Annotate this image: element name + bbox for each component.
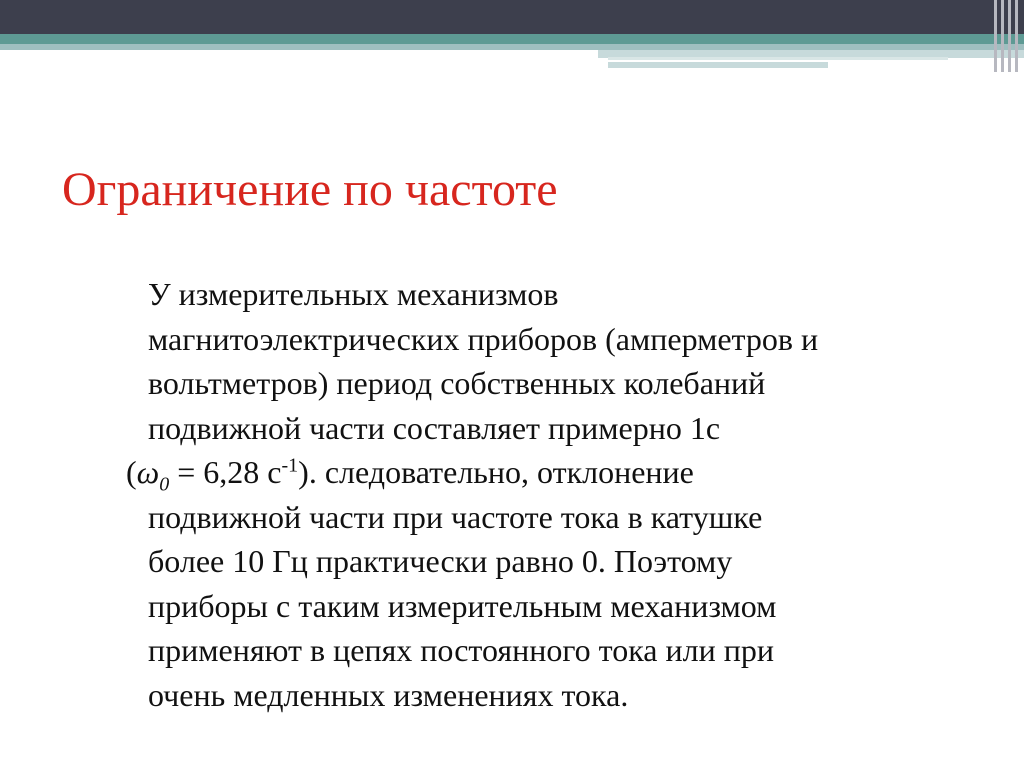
header-bar-teal [0, 34, 1024, 44]
formula-superscript: -1 [281, 454, 299, 477]
text-line: подвижной части при частоте тока в катушке [148, 498, 763, 535]
text-line: очень медленных изменениях тока. [148, 676, 629, 713]
text-line: У измерительных механизмов [148, 276, 559, 312]
text-line: приборы с таким измерительным механизмом [148, 587, 777, 624]
text-line: подвижной части составляет примерно 1с [148, 409, 721, 446]
header-stripe [1008, 0, 1011, 72]
slide-body-text [0, 272, 1000, 717]
text-line: вольтметров) период собственных колебаний [148, 365, 766, 401]
header-bar-dark [0, 0, 1024, 34]
formula-line [0, 450, 1000, 495]
header-accent-bar-small [608, 62, 828, 68]
header-stripe [1001, 0, 1004, 72]
text-line: магнитоэлектрических приборов (амперметров и [148, 320, 819, 357]
header-stripe [1015, 0, 1018, 72]
header-accent-line [608, 57, 948, 60]
formula-value: = 6,28 с [169, 454, 282, 490]
formula-rest: ). следовательно, отклонение [298, 454, 694, 490]
omega-symbol: ω [136, 454, 160, 490]
slide-title: Ограничение по частоте [62, 163, 558, 216]
text-line: более 10 Гц практически равно 0. Поэтому [148, 543, 733, 579]
text-line: применяют в цепях постоянного тока или при [148, 632, 774, 668]
formula-open-paren: ( [126, 454, 137, 490]
omega-subscript: 0 [159, 473, 170, 496]
header-stripe [994, 0, 997, 72]
